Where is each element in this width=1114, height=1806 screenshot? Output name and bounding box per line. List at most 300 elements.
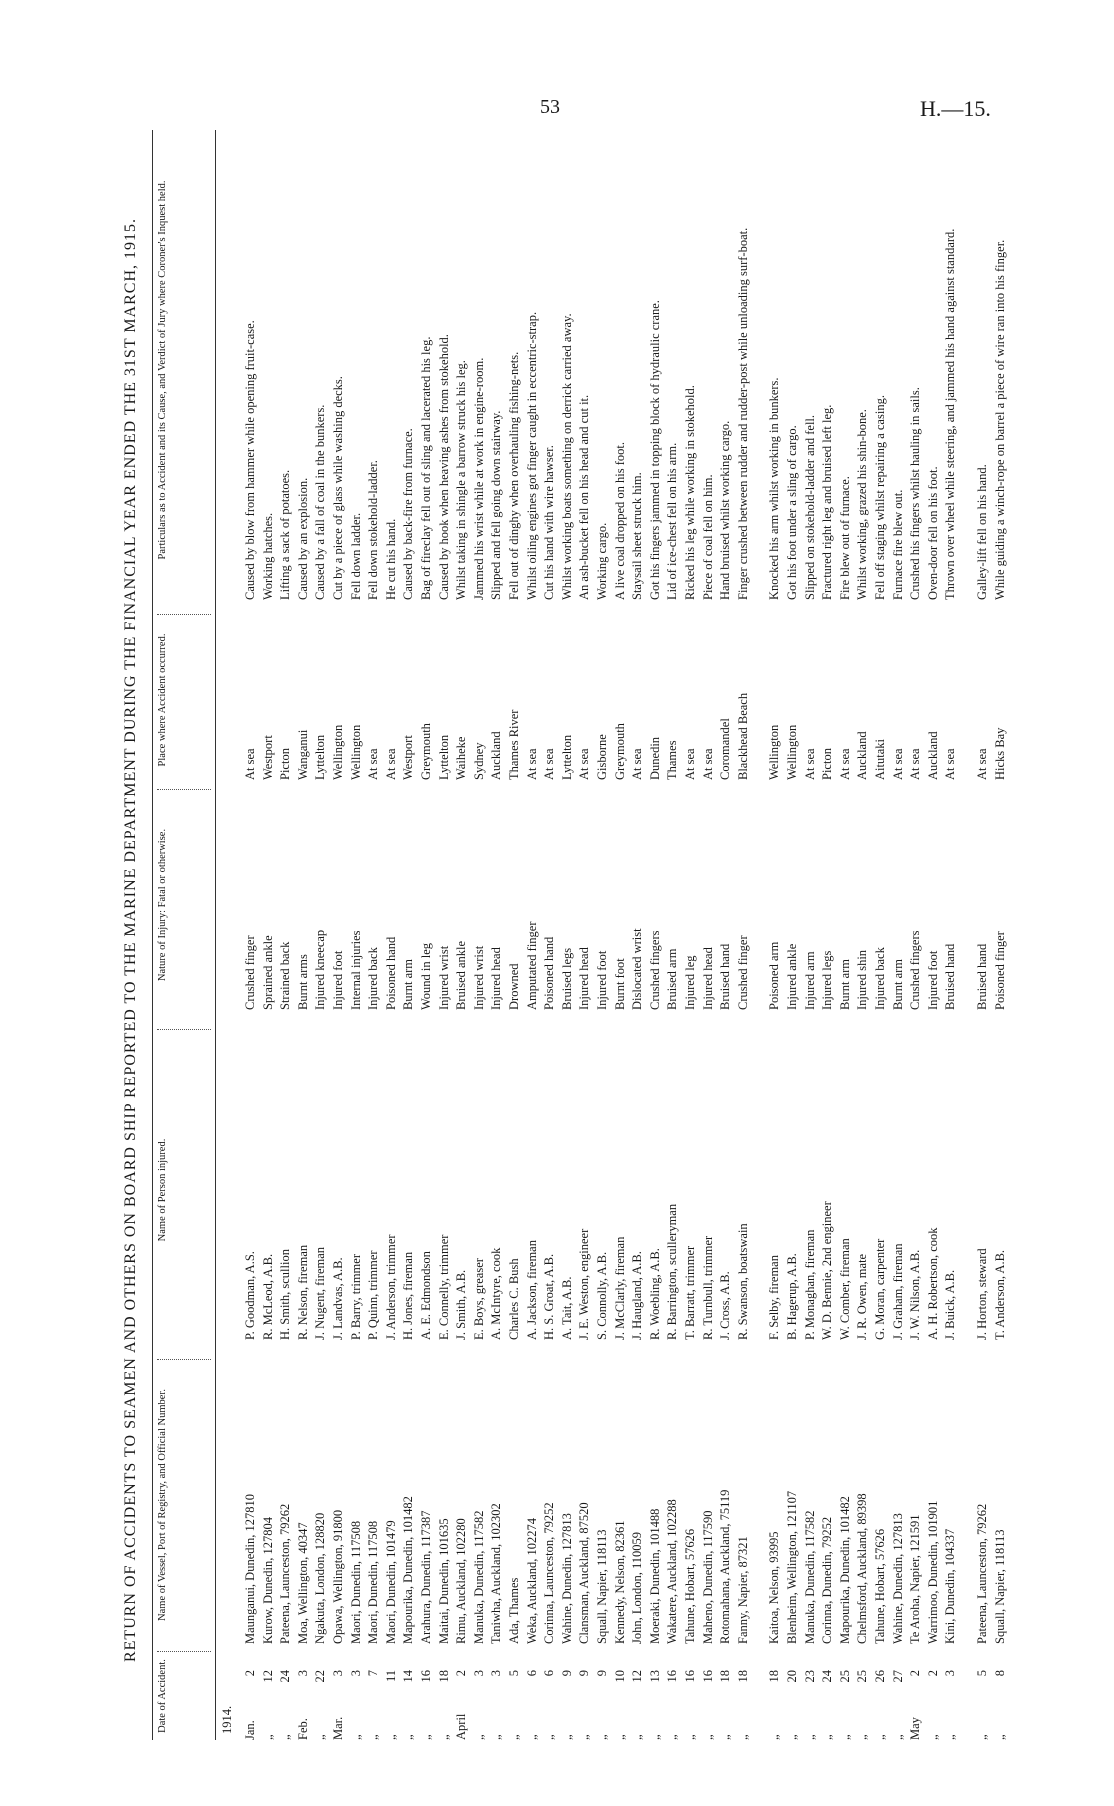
cell-particulars: Piece of coal fell on him. xyxy=(700,474,715,600)
cell-particulars: Hand bruised whilst working cargo. xyxy=(718,420,733,600)
cell-vessel: Kennedy, Nelson, 82361 xyxy=(612,1520,627,1644)
cell-place: At sea xyxy=(943,748,958,780)
cell-injury: Injured shin xyxy=(855,949,870,1010)
cell-month: „ xyxy=(577,1734,592,1740)
cell-person: R. Nelson, fireman xyxy=(295,1244,310,1340)
cell-place: Hicks Bay xyxy=(992,727,1007,780)
cell-vessel: Kaitoa, Nelson, 93995 xyxy=(767,1531,782,1644)
cell-place: Auckland xyxy=(855,731,870,780)
cell-vessel: Pateena, Launceston, 79262 xyxy=(278,1503,293,1644)
cell-month: „ xyxy=(873,1734,887,1740)
cell-day: 5 xyxy=(975,1670,989,1677)
cell-injury: Crushed finger xyxy=(735,935,750,1010)
cell-day: 16 xyxy=(700,1670,715,1683)
cell-injury: Burnt foot xyxy=(612,958,627,1010)
cell-person: P. Goodman, A.S. xyxy=(243,1251,257,1340)
cell-injury: Drowned xyxy=(507,963,521,1010)
cell-injury: Injured foot xyxy=(925,950,940,1010)
cell-month: „ xyxy=(489,1734,504,1740)
cell-vessel: Maitai, Dunedin, 101635 xyxy=(436,1518,451,1644)
cell-particulars: Caused by a fall of coal in the bunkers. xyxy=(313,404,328,600)
cell-injury: Injured wrist xyxy=(471,945,486,1010)
cell-injury: Injured foot xyxy=(595,950,609,1010)
cell-injury: Poisoned finger xyxy=(992,931,1007,1010)
cell-month: „ xyxy=(595,1734,609,1740)
header-person: Name of Person injured. xyxy=(157,1029,211,1350)
cell-person: S. Connolly, A.B. xyxy=(595,1251,609,1340)
cell-particulars: Lid of ice-chest fell on his arm. xyxy=(665,442,680,600)
cell-month: Jan. xyxy=(243,1720,257,1740)
cell-person: J. McClarly, fireman xyxy=(612,1236,627,1340)
cell-particulars: Working hatches. xyxy=(260,512,275,600)
cell-place: Auckland xyxy=(489,731,504,780)
cell-injury: Injured head xyxy=(489,947,504,1010)
cell-particulars: Jammed his wrist while at work in engine-room. xyxy=(471,357,486,600)
cell-day: 18 xyxy=(767,1670,782,1683)
cell-month: „ xyxy=(683,1734,697,1740)
cell-day: 26 xyxy=(873,1670,887,1683)
cell-injury: Poisoned hand xyxy=(383,936,398,1010)
cell-day: 25 xyxy=(855,1670,870,1683)
cell-place: At sea xyxy=(683,748,697,780)
cell-place: Auckland xyxy=(925,731,940,780)
cell-injury: Crushed fingers xyxy=(647,930,662,1010)
cell-particulars: Got his fingers jammed in topping block of hydraulic crane. xyxy=(647,300,662,600)
cell-day: 3 xyxy=(295,1670,310,1677)
cell-particulars: Slipped on stokehold-ladder and fell. xyxy=(802,414,817,600)
cell-vessel: Mapourika, Dunedin, 101482 xyxy=(401,1496,416,1644)
cell-vessel: Taniwha, Auckland, 102302 xyxy=(489,1503,504,1644)
cell-vessel: Manuka, Dunedin, 117582 xyxy=(802,1510,817,1644)
cell-injury: Wound in leg xyxy=(419,942,433,1010)
cell-person: J. R. Owen, mate xyxy=(855,1253,870,1340)
cell-day: 16 xyxy=(683,1670,697,1683)
cell-vessel: Maunganui, Dunedin, 127810 xyxy=(243,1494,257,1644)
cell-person: J. Buick, A.B. xyxy=(943,1269,958,1340)
cell-day: 10 xyxy=(612,1670,627,1683)
header-particulars: Particulars as to Accident and its Cause, and Verdict of Jury where Coroner's Inquest held. xyxy=(157,180,168,560)
cell-vessel: Maori, Dunedin, 101479 xyxy=(383,1520,398,1644)
cell-person: P. Barry, trimmer xyxy=(348,1254,363,1340)
cell-person: E. Boys, greaser xyxy=(471,1258,486,1340)
cell-place: Wellington xyxy=(767,724,782,780)
cell-injury: Bruised legs xyxy=(559,947,574,1010)
cell-injury: Dislocated wrist xyxy=(630,928,645,1010)
cell-place: Wanganui xyxy=(295,729,310,780)
cell-place: Wellington xyxy=(348,724,363,780)
cell-place: At sea xyxy=(542,748,557,780)
cell-vessel: Pateena, Launceston, 79262 xyxy=(975,1503,989,1644)
cell-month: „ xyxy=(507,1734,521,1740)
cell-vessel: Squall, Napier, 118113 xyxy=(595,1529,609,1644)
cell-injury: Internal injuries xyxy=(348,930,363,1010)
cell-injury: Bruised ankle xyxy=(454,940,469,1010)
cell-month: „ xyxy=(348,1734,363,1740)
cell-injury: Injured wrist xyxy=(436,945,451,1010)
cell-injury: Injured kneecap xyxy=(313,929,328,1010)
cell-person: R. Woebling, A.B. xyxy=(647,1248,662,1340)
cell-month: „ xyxy=(612,1734,627,1740)
cell-day: 2 xyxy=(908,1670,923,1677)
cell-person: A. McIntyre, cook xyxy=(489,1247,504,1340)
cell-month: „ xyxy=(313,1734,328,1740)
cell-particulars: Cut his hand with wire hawser. xyxy=(542,445,557,600)
cell-month: „ xyxy=(665,1734,680,1740)
cell-particulars: Caused by blow from hammer while opening fruit-case. xyxy=(243,320,257,600)
cell-person: T. Anderson, A.B. xyxy=(992,1249,1007,1340)
cell-person: H. S. Groat, A.B. xyxy=(542,1253,557,1340)
cell-place: At sea xyxy=(383,748,398,780)
cell-particulars: Working cargo. xyxy=(595,522,609,600)
cell-person: R. Turnbull, trimmer xyxy=(700,1235,715,1340)
cell-day: 3 xyxy=(943,1670,958,1677)
cell-place: Thames River xyxy=(507,709,521,780)
cell-vessel: John, London, 110059 xyxy=(630,1531,645,1644)
cell-month: „ xyxy=(471,1734,486,1740)
cell-place: Aitutaki xyxy=(873,739,887,780)
cell-injury: Poisoned hand xyxy=(542,936,557,1010)
header-date: Date of Accident. xyxy=(157,1651,211,1740)
cell-day: 16 xyxy=(665,1670,680,1683)
cell-injury: Poisoned arm xyxy=(767,941,782,1010)
cell-vessel: Wakatere, Auckland, 102288 xyxy=(665,1499,680,1644)
column-headers xyxy=(152,130,216,1740)
cell-person: R. Swanson, boatswain xyxy=(735,1223,750,1340)
cell-injury: Bruised arm xyxy=(665,948,680,1010)
cell-month: „ xyxy=(785,1734,799,1740)
cell-place: At sea xyxy=(524,748,539,780)
cell-place: At sea xyxy=(577,748,592,780)
cell-person: P. Quinn, trimmer xyxy=(366,1250,381,1340)
cell-month: „ xyxy=(718,1734,733,1740)
cell-particulars: Fell off staging whilst repairing a casing. xyxy=(873,395,887,600)
cell-day: 23 xyxy=(802,1670,817,1683)
year-label: 1914. xyxy=(220,1705,234,1734)
cell-day: 20 xyxy=(785,1670,799,1683)
cell-vessel: Moeraki, Dunedin, 101488 xyxy=(647,1508,662,1644)
cell-vessel: Mapourika, Dunedin, 101482 xyxy=(837,1496,852,1644)
page-number: 53 xyxy=(540,96,560,118)
cell-month: „ xyxy=(647,1734,662,1740)
cell-day: 3 xyxy=(489,1670,504,1677)
cell-vessel: Kini, Dunedin, 104337 xyxy=(943,1528,958,1644)
cell-injury: Amputated finger xyxy=(524,921,539,1010)
cell-month: „ xyxy=(366,1734,381,1740)
cell-place: At sea xyxy=(700,748,715,780)
cell-place: Gisborne xyxy=(595,734,609,780)
cell-day: 5 xyxy=(507,1670,521,1677)
cell-particulars: Thrown over wheel while steering, and jammed his hand against standard. xyxy=(943,228,958,600)
cell-month: „ xyxy=(524,1734,539,1740)
cell-vessel: Maori, Dunedin, 117508 xyxy=(348,1520,363,1644)
cell-vessel: Arahura, Dunedin, 117387 xyxy=(419,1510,433,1644)
cell-month: „ xyxy=(260,1734,275,1740)
cell-month: „ xyxy=(383,1734,398,1740)
cell-day: 18 xyxy=(718,1670,733,1683)
cell-month: Mar. xyxy=(331,1716,345,1740)
cell-place: Lyttelton xyxy=(436,734,451,780)
cell-month: „ xyxy=(630,1734,645,1740)
cell-particulars: Caused by back-fire from furnace. xyxy=(401,428,416,600)
cell-injury: Injured back xyxy=(366,947,381,1010)
cell-vessel: Moa, Wellington, 40347 xyxy=(295,1522,310,1644)
cell-day: 3 xyxy=(331,1670,345,1677)
cell-month: May xyxy=(908,1717,923,1740)
cell-person: J. Haugland, A.B. xyxy=(630,1251,645,1340)
cell-place: Thames xyxy=(665,740,680,780)
table-title: RETURN OF ACCIDENTS TO SEAMEN AND OTHERS ON BOARD SHIP REPORTED TO THE MARINE DEPARTMENT DURING THE FINANCIAL YEAR ENDED THE 31ST MARCH, 1915. xyxy=(122,218,139,1663)
cell-particulars: Finger crushed between rudder and rudder-post while unloading surf-boat. xyxy=(735,227,750,600)
cell-month: „ xyxy=(767,1734,782,1740)
cell-person: F. Selby, fireman xyxy=(767,1255,782,1340)
cell-person: J. Nugent, fireman xyxy=(313,1246,328,1340)
cell-particulars: Fractured right leg and bruised left leg. xyxy=(820,404,835,600)
cell-person: B. Hagerup, A.B. xyxy=(785,1253,799,1340)
cell-day: 9 xyxy=(595,1670,609,1677)
cell-month: „ xyxy=(992,1734,1007,1740)
cell-place: At sea xyxy=(630,748,645,780)
cell-injury: Crushed fingers xyxy=(908,930,923,1010)
rotated-table-sheet xyxy=(122,0,1082,1740)
cell-day: 18 xyxy=(436,1670,451,1683)
cell-place: Dunedin xyxy=(647,736,662,780)
cell-injury: Burnt arm xyxy=(401,958,416,1010)
cell-particulars: Whilst working boats something on derrick carried away. xyxy=(559,313,574,600)
cell-particulars: Fell down stokehold-ladder. xyxy=(366,460,381,600)
cell-vessel: Ngakuta, London, 128820 xyxy=(313,1512,328,1644)
cell-month: „ xyxy=(855,1734,870,1740)
cell-month: „ xyxy=(278,1734,293,1740)
cell-particulars: Caused by hook when heaving ashes from stokehold. xyxy=(436,334,451,600)
cell-place: At sea xyxy=(243,748,257,780)
cell-day: 2 xyxy=(925,1670,940,1677)
cell-particulars: He cut his hand. xyxy=(383,518,398,600)
cell-particulars: Cut by a piece of glass while washing decks. xyxy=(331,376,345,600)
cell-place: At sea xyxy=(366,748,381,780)
cell-day: 16 xyxy=(419,1670,433,1683)
cell-month: „ xyxy=(559,1734,574,1740)
cell-vessel: Maori, Dunedin, 117508 xyxy=(366,1520,381,1644)
cell-day: 24 xyxy=(820,1670,835,1683)
cell-person: W. D. Bennie, 2nd engineer xyxy=(820,1201,835,1340)
cell-month: „ xyxy=(700,1734,715,1740)
cell-place: Waiheke xyxy=(454,736,469,780)
cell-vessel: Manuka, Dunedin, 117582 xyxy=(471,1510,486,1644)
cell-place: At sea xyxy=(802,748,817,780)
cell-place: Coromandel xyxy=(718,718,733,780)
cell-vessel: Tahune, Hobart, 57626 xyxy=(683,1528,697,1644)
cell-injury: Injured arm xyxy=(802,951,817,1010)
cell-place: At sea xyxy=(837,748,852,780)
cell-place: At sea xyxy=(908,748,923,780)
cell-day: 3 xyxy=(471,1670,486,1677)
cell-day: 3 xyxy=(348,1670,363,1677)
cell-day: 12 xyxy=(260,1670,275,1683)
cell-person: Charles C. Bush xyxy=(507,1258,521,1340)
cell-vessel: Tahune, Hobart, 57626 xyxy=(873,1528,887,1644)
cell-vessel: Rotomahana, Auckland, 75119 xyxy=(718,1489,733,1644)
cell-place: At sea xyxy=(975,748,989,780)
cell-vessel: Corinna, Launceston, 79252 xyxy=(542,1502,557,1644)
cell-person: J. Smith, A.B. xyxy=(454,1269,469,1340)
cell-month: „ xyxy=(802,1734,817,1740)
cell-person: H. Smith, scullion xyxy=(278,1249,293,1340)
cell-particulars: Crushed his fingers whilst hauling in sails. xyxy=(908,387,923,600)
cell-vessel: Wahine, Dunedin, 127813 xyxy=(890,1513,905,1644)
cell-vessel: Weka, Auckland, 102274 xyxy=(524,1517,539,1644)
cell-day: 6 xyxy=(524,1670,539,1677)
cell-day: 14 xyxy=(401,1670,416,1683)
cell-injury: Injured back xyxy=(873,947,887,1010)
cell-injury: Injured leg xyxy=(683,955,697,1010)
cell-particulars: Whilst working, grazed his shin-bone. xyxy=(855,409,870,600)
cell-month: „ xyxy=(820,1734,835,1740)
header-place: Place where Accident occurred. xyxy=(157,614,211,785)
cell-person: R. McLeod, A.B. xyxy=(260,1253,275,1340)
cell-month: „ xyxy=(419,1734,433,1740)
cell-day: 8 xyxy=(992,1670,1007,1677)
cell-particulars: Oven-door fell on his foot. xyxy=(925,466,940,600)
cell-place: Greymouth xyxy=(419,723,433,780)
cell-month: Feb. xyxy=(295,1718,310,1740)
cell-vessel: Chelmsford, Auckland, 89398 xyxy=(855,1493,870,1644)
cell-day: 9 xyxy=(559,1670,574,1677)
cell-person: W. Comber, fireman xyxy=(837,1238,852,1340)
cell-person: J. Anderson, trimmer xyxy=(383,1234,398,1340)
cell-injury: Burnt arms xyxy=(295,954,310,1010)
cell-day: 7 xyxy=(366,1670,381,1677)
cell-vessel: Squall, Napier, 118113 xyxy=(992,1529,1007,1644)
cell-day: 13 xyxy=(647,1670,662,1683)
cell-person: G. Moran, carpenter xyxy=(873,1238,887,1340)
cell-injury: Crushed finger xyxy=(243,935,257,1010)
cell-person: J. Landvas, A.B. xyxy=(331,1257,345,1340)
cell-particulars: Fell out of dinghy when overhauling fishing-nets. xyxy=(507,351,521,600)
cell-day: 22 xyxy=(313,1670,328,1683)
cell-injury: Injured head xyxy=(700,947,715,1010)
cell-day: 11 xyxy=(383,1670,398,1683)
cell-month: „ xyxy=(975,1734,989,1740)
cell-vessel: Blenheim, Wellington, 121107 xyxy=(785,1490,799,1644)
cell-particulars: Staysail sheet struck him. xyxy=(630,472,645,600)
cell-place: Blackhead Beach xyxy=(735,692,750,780)
cell-place: Lyttelton xyxy=(559,734,574,780)
cell-injury: Injured head xyxy=(577,947,592,1010)
cell-person: J. Horton, steward xyxy=(975,1248,989,1340)
document-id: H.—15. xyxy=(920,96,991,121)
cell-place: Greymouth xyxy=(612,723,627,780)
cell-injury: Bruised hand xyxy=(975,943,989,1010)
cell-injury: Injured legs xyxy=(820,950,835,1010)
cell-day: 9 xyxy=(577,1670,592,1677)
cell-person: A. Jackson, fireman xyxy=(524,1240,539,1340)
cell-vessel: Fanny, Napier, 87321 xyxy=(735,1536,750,1644)
cell-person: J. Cross, A.B. xyxy=(718,1271,733,1340)
cell-injury: Burnt arm xyxy=(890,958,905,1010)
cell-month: „ xyxy=(542,1734,557,1740)
cell-place: Lyttelton xyxy=(313,734,328,780)
cell-injury: Sprained ankle xyxy=(260,935,275,1010)
cell-vessel: Wahine, Dunedin, 127813 xyxy=(559,1513,574,1644)
cell-person: P. Monaghan, fireman xyxy=(802,1229,817,1340)
cell-place: Picton xyxy=(278,748,293,780)
cell-place: Wellington xyxy=(331,724,345,780)
cell-place: Westport xyxy=(260,735,275,780)
cell-person: R. Barrington, sculleryman xyxy=(665,1203,680,1340)
cell-particulars: Caused by an explosion. xyxy=(295,477,310,600)
cell-day: 25 xyxy=(837,1670,852,1683)
cell-particulars: Knocked his arm whilst working in bunkers. xyxy=(767,377,782,600)
cell-injury: Burnt arm xyxy=(837,958,852,1010)
cell-person: A. H. Robertson, cook xyxy=(925,1227,940,1340)
cell-particulars: Fire blew out of furnace. xyxy=(837,476,852,600)
cell-person: A. E. Edmondson xyxy=(419,1251,433,1340)
cell-person: J. E. Weston, engineer xyxy=(577,1228,592,1340)
header-vessel: Name of Vessel, Port of Registry, and Official Number. xyxy=(157,1359,211,1650)
cell-month: „ xyxy=(925,1734,940,1740)
cell-person: J. W. Nilson, A.B. xyxy=(908,1249,923,1340)
cell-particulars: Got his foot under a sling of cargo. xyxy=(785,425,799,600)
cell-person: A. Tait, A.B. xyxy=(559,1276,574,1340)
cell-particulars: Slipped and fell going down stairway. xyxy=(489,410,504,600)
cell-month: „ xyxy=(837,1734,852,1740)
cell-month: „ xyxy=(890,1734,905,1740)
cell-month: „ xyxy=(735,1734,750,1740)
cell-day: 2 xyxy=(454,1670,469,1677)
cell-particulars: A live coal dropped on his foot. xyxy=(612,442,627,600)
cell-month: „ xyxy=(943,1734,958,1740)
cell-day: 27 xyxy=(890,1670,905,1683)
cell-person: E. Connelly, trimmer xyxy=(436,1234,451,1340)
cell-day: 12 xyxy=(630,1670,645,1683)
cell-person: H. Jones, fireman xyxy=(401,1251,416,1340)
cell-place: Westport xyxy=(401,735,416,780)
cell-day: 6 xyxy=(542,1670,557,1677)
cell-person: J. Graham, fireman xyxy=(890,1243,905,1340)
cell-vessel: Ada, Thames xyxy=(507,1577,521,1644)
cell-month: April xyxy=(454,1713,469,1740)
cell-month: „ xyxy=(436,1734,451,1740)
cell-vessel: Warrimoo, Dunedin, 101901 xyxy=(925,1500,940,1644)
cell-vessel: Rimu, Auckland, 102280 xyxy=(454,1518,469,1644)
cell-vessel: Maheno, Dunedin, 117590 xyxy=(700,1510,715,1644)
cell-day: 24 xyxy=(278,1670,293,1683)
cell-particulars: Ricked his leg while working in stokehold. xyxy=(683,385,697,600)
cell-place: Sydney xyxy=(471,742,486,780)
cell-injury: Injured foot xyxy=(331,950,345,1010)
cell-month: „ xyxy=(401,1734,416,1740)
cell-injury: Bruised hand xyxy=(718,943,733,1010)
cell-place: At sea xyxy=(890,748,905,780)
cell-vessel: Clansman, Auckland, 87520 xyxy=(577,1502,592,1644)
cell-day: 2 xyxy=(243,1670,257,1677)
cell-vessel: Opawa, Wellington, 91800 xyxy=(331,1509,345,1644)
cell-place: Wellington xyxy=(785,724,799,780)
cell-particulars: Fell down ladder. xyxy=(348,512,363,600)
cell-particulars: While guiding a winch-rope on barrel a piece of wire ran into his finger. xyxy=(992,239,1007,600)
cell-injury: Bruised hand xyxy=(943,943,958,1010)
cell-vessel: Kurow, Dunedin, 127804 xyxy=(260,1517,275,1644)
cell-person: T. Barratt, trimmer xyxy=(683,1245,697,1340)
cell-injury: Strained back xyxy=(278,941,293,1010)
cell-particulars: An ash-bucket fell on his head and cut it. xyxy=(577,394,592,600)
cell-vessel: Te Aroha, Napier, 121591 xyxy=(908,1514,923,1644)
cell-particulars: Furnace fire blew out. xyxy=(890,489,905,600)
cell-particulars: Whilst taking in shingle a barrow struck his leg. xyxy=(454,360,469,600)
cell-particulars: Lifting a sack of potatoes. xyxy=(278,469,293,600)
cell-day: 18 xyxy=(735,1670,750,1683)
cell-particulars: Whilst oiling engines got finger caught in eccentric-strap. xyxy=(524,311,539,600)
